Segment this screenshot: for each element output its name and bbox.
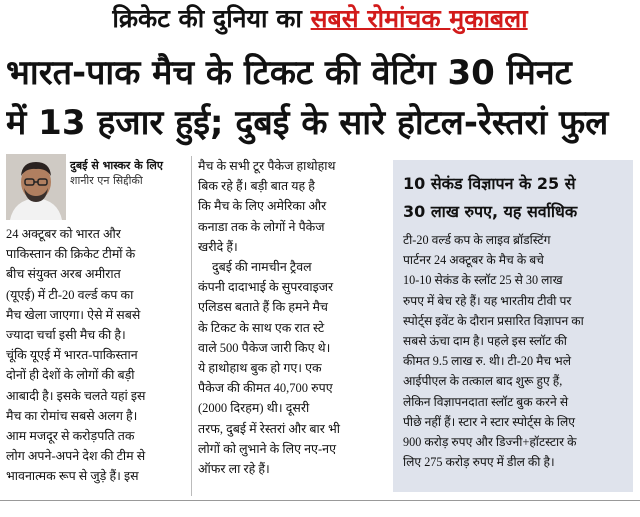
text-line: 10-10 सेकंड के स्लॉट 25 से 30 लाख [403, 273, 563, 288]
text-line: ऑफर ला रहे हैं। [198, 462, 270, 477]
kicker [0, 2, 640, 36]
sidebar-title-line-2: 30 लाख रुपए, यह सर्वाधिक [403, 202, 578, 221]
text-line: ये हाथोहाथ बुक हो गए। एक [198, 361, 322, 376]
text-line: रुपए में बेच रहे हैं। यह भारतीय टीवी पर [403, 293, 572, 308]
byline-text [70, 158, 190, 188]
text-line: आईपीएल के तत्काल बाद शुरू हुए हैं, [403, 374, 563, 389]
text-line: भावनात्मक रूप से जुड़े हैं। इस [6, 469, 139, 484]
text-line: 900 करोड़ रुपए और डिज्नी+हॉटस्टार के [403, 435, 577, 450]
sidebar-title-line-1: 10 सेकंड विज्ञापन के 25 से [403, 174, 576, 193]
text-line: पैकेज की कीमत 40,700 रुपए [198, 381, 333, 396]
sidebar-box [393, 160, 633, 492]
text-line: तरफ, दुबई में रेस्तरां और बार भी [198, 421, 341, 436]
sidebar-title [403, 170, 625, 226]
text-line: दुबई की नामचीन ट्रैवल [212, 260, 312, 275]
text-line: मैच का रोमांच सबसे अलग है। [6, 408, 138, 423]
text-line: आबादी है। इसके चलते यहां इस [6, 388, 146, 403]
text-line: सबसे ऊंचा दाम है। पहले इस स्लॉट की [403, 334, 567, 349]
text-line: स्पोर्ट्स इवेंट के दौरान प्रसारित विज्ञापन का [403, 313, 584, 328]
text-line: (यूएई) में टी-20 वर्ल्ड कप का [6, 287, 134, 302]
byline-author: शानीर एन सिद्दीकी [70, 174, 143, 187]
text-line: बिक रहे हैं। बड़ी बात यह है [198, 179, 315, 194]
text-line: पार्टनर 24 अक्टूबर के मैच के बचे [403, 253, 544, 268]
text-line: पीछे नहीं हैं। स्टार ने स्टार स्पोर्ट्स के लिए [403, 414, 576, 429]
text-line: 24 अक्टूबर को भारत और [6, 227, 121, 241]
kicker-plain: क्रिकेट की दुनिया का [112, 4, 302, 33]
text-line: दोनों ही देशों के लोगों की बड़ी [6, 368, 135, 383]
headline-line-1: भारत-पाक मैच के टिकट की वेटिंग 30 मिनट [6, 53, 572, 93]
text-line: आम मजदूर से करोड़पति तक [6, 429, 135, 444]
text-line: पाकिस्तान की क्रिकेट टीमों के [6, 247, 136, 262]
text-line: लेकिन विज्ञापनदाता स्लॉट बुक करने से [403, 394, 569, 409]
text-line: लिए 275 करोड़ रुपए में डील की है। [403, 455, 555, 470]
text-line: लोग अपने-अपने देश की टीम से [6, 449, 146, 464]
paragraph [198, 156, 381, 257]
text-line: बीच संयुक्त अरब अमीरात [6, 267, 121, 282]
text-line: एलिडस बताते हैं कि हमने मैच [198, 300, 328, 315]
text-line: कंपनी दादाभाई के सुपरवाइजर [198, 280, 334, 295]
text-line: वाले 500 पैकेज जारी किए थे। [198, 340, 331, 355]
text-line: मैच के सभी टूर पैकेज हाथोहाथ [198, 159, 336, 173]
text-line: मैच खेला जाएगा। ऐसे में सबसे [6, 307, 141, 322]
text-line: ज्यादा चर्चा इसी मैच की है। [6, 328, 126, 343]
paragraph [198, 257, 381, 479]
author-photo [6, 154, 66, 220]
text-line: कि मैच के लिए अमेरिका और [198, 199, 327, 214]
text-line: खरीदे हैं। [198, 239, 238, 254]
text-line: (2000 दिरहम) थी। दूसरी [198, 401, 310, 416]
text-line: के टिकट के साथ एक रात स्टे [198, 320, 325, 335]
article-column-2 [198, 156, 381, 479]
text-line: टी-20 वर्ल्ड कप के लाइव ब्रॉडस्टिंग [403, 233, 551, 247]
text-line: कनाडा तक के लोगों ने पैकेज [198, 219, 325, 234]
byline [6, 154, 188, 220]
column-divider [191, 156, 192, 496]
article-column-1 [6, 224, 187, 487]
bottom-divider [0, 500, 640, 501]
headline-line-2: में 13 हजार हुई; दुबई के सारे होटल-रेस्तरां फुल [6, 103, 609, 143]
byline-source: दुबई से भास्कर के लिए [70, 159, 163, 172]
kicker-highlight: सबसे रोमांचक मुकाबला [310, 4, 528, 33]
text-line: कीमत 9.5 लाख रु. थी। टी-20 मैच भले [403, 354, 572, 369]
text-line: लोगों को लुभाने के लिए नए-नए [198, 441, 336, 456]
sidebar-body [403, 230, 627, 472]
text-line: चूंकि यूएई में भारत-पाकिस्तान [6, 348, 138, 363]
headline [6, 48, 638, 148]
